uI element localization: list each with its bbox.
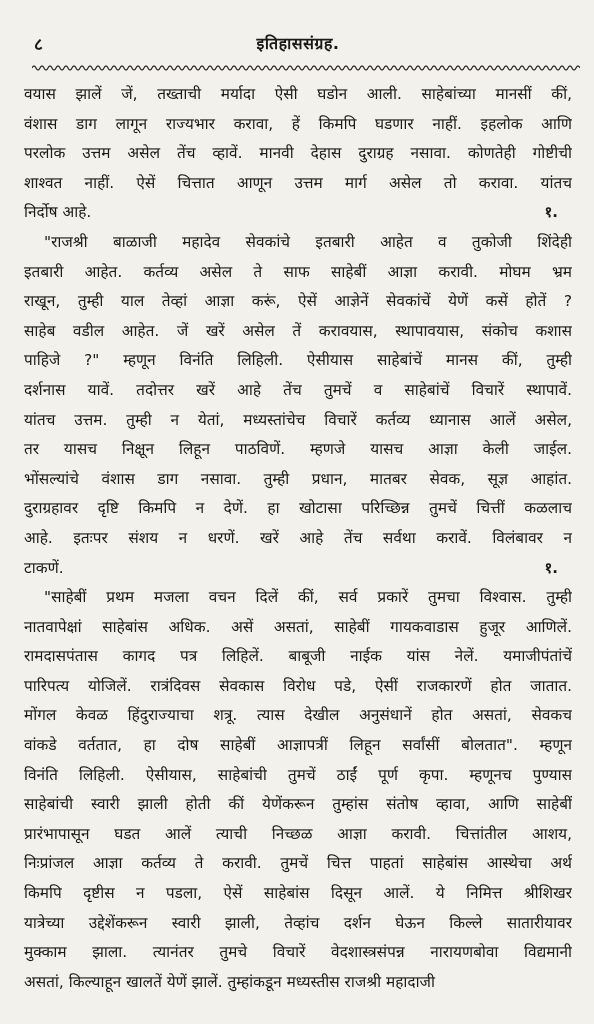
text-line: वांकडे वर्ततात, हा दोष साहेबीं आज्ञापत्रीं लिहून सर्वांसीं बोलतात". म्हणून xyxy=(24,736,572,755)
page-number: ८ xyxy=(34,35,43,55)
text-line: "साहेबीं प्रथम मजला वचन दिलें कीं, सर्व प्रकारें तुमचा विश्वास. तुम्ही xyxy=(44,588,572,607)
text-line: तर यासच निक्षून लिहून पाठविणें. म्हणजे यासच आज्ञा केली जाईल. xyxy=(24,440,572,459)
paragraph xyxy=(24,228,572,583)
text-line: पारिपत्य योजिलें. रात्रंदिवस सेवकास विरोध पडे, ऐसीं राजकारणें होत जातात. xyxy=(24,676,572,695)
text-line: किमपि दृष्टीस न पडला, ऐसें साहेबांस दिसून आलें. ये निमित्त श्रीशिखर xyxy=(24,884,572,903)
text-line: नातवापेक्षां साहेबांस अधिक. असें असतां, साहेबीं गायकवाडास हुजूर आणिलें. xyxy=(24,617,572,636)
text-line: टाकणें. १. xyxy=(24,554,572,584)
paragraph xyxy=(24,80,572,228)
text-line: पाहिजे ?" म्हणून विनंति लिहिली. ऐसीयास साहेबांचें मानस कीं, तुम्ही xyxy=(24,351,572,370)
text-line: परलोक उत्तम असेल तेंच व्हावें. मानवी देहास दुराग्रह नसावा. कोणतेही गोष्टीची xyxy=(24,144,572,163)
page-header xyxy=(24,30,572,60)
text-line: दर्शनास यावें. तदोत्तर खरें आहे तेंच तुमचें व साहेबांचें विचारें स्थापावें. xyxy=(24,380,572,399)
text-line: निर्दोष आहे. १. xyxy=(24,198,572,228)
text-line: मुक्काम झाला. त्यानंतर तुमचे विचारें वेदशास्त्रसंपन्न नारायणबोवा विद्यमानी xyxy=(24,943,572,962)
text-line: असतां, किल्याहून खालतें येणें झालें. तुम्हांकडून मध्यस्तीस राजश्री महादाजी xyxy=(24,972,435,991)
text-line: यात्रेच्या उद्देशेंकरून स्वारी झाली, तेव्हांच दर्शन घेऊन किल्ले सातारीयावर xyxy=(24,913,572,932)
text-line: "राजश्री बाळाजी महादेव सेवकांचे इतबारी आहेत व तुकोजी शिंदेही xyxy=(44,232,572,251)
text-line: वयास झालें जें, तख्ताची मर्यादा ऐसी घडोन आली. साहेबांच्या मानसीं कीं, xyxy=(24,85,572,103)
text-line: शाश्वत नाहीं. ऐसें चित्तात आणून उत्तम मार्ग असेल तो करावा. यांतच xyxy=(24,173,572,192)
text-line: दुराग्रहावर दृष्टि किमपि न देणें. हा खोटासा परिच्छिन्न तुमचें चित्तीं कळलाच xyxy=(24,499,572,518)
paragraph-marker: १. xyxy=(544,558,558,577)
text-line: भोंसल्यांचे वंशास डाग नसावा. तुम्ही प्रधान, मातबर सेवक, सूज्ञ आहांत. xyxy=(24,469,572,488)
text-line: साहेब वडील आहेत. जें खरें असेल तें करावयास, स्थापावयास, संकोच कशास xyxy=(24,321,572,340)
text-line: प्रारंभापासून घडत आलें त्याची निच्छळ आज्ञा करावी. चित्तांतील आशय, xyxy=(24,824,572,843)
text-line: इतबारी आहेत. कर्तव्य असेल ते साफ साहेबीं आज्ञा करावी. मोघम भ्रम xyxy=(24,262,572,281)
text-line: राखून, तुम्ही याल तेव्हां आज्ञा करूं, ऐसें आज्ञेनें सेवकांचें येणें कसें होतें ? xyxy=(24,292,572,311)
text-line: साहेबांची स्वारी झाली होती कीं येणेंकरून तुम्हांस संतोष व्हावा, आणि साहेबीं xyxy=(24,795,572,814)
wavy-header-rule xyxy=(32,64,580,72)
text-line: विनंति लिहिली. ऐसीयास, साहेबांची तुमचें ठाईं पूर्ण कृपा. म्हणूनच पुण्यास xyxy=(24,765,572,784)
text-line: रामदासपंतास कागद पत्र लिहिलें. बाबूजी नाईक यांस नेलें. यमाजीपंतांचें xyxy=(24,647,572,666)
text-line: मोंगल केवळ हिंदुराज्याचा शत्रू. त्यास देखील अनुसंधानें होत असतां, सेवकच xyxy=(24,706,572,725)
text-line: यांतच उत्तम. तुम्ही न येतां, मध्यस्तांचेच विचारें कर्तव्य ध्यानास आलें असेल, xyxy=(24,410,572,429)
text-line: निःप्रांजल आज्ञा कर्तव्य ते करावी. तुमचें चित्त पाहतां साहेबांस आस्थेचा अर्थ xyxy=(24,854,572,873)
text-line: वंशास डाग लागून राज्यभार करावा, हें किमपि घडणार नाहीं. इहलोक आणि xyxy=(24,114,572,133)
running-title: इतिहाससंग्रह. xyxy=(256,34,340,53)
paragraph-marker: १. xyxy=(544,203,558,222)
body-text xyxy=(24,80,572,997)
text-line: आहे. इतःपर संशय न धरणें. खरें आहे तेंच सर्वथा करावें. विलंबावर न xyxy=(24,528,572,547)
paragraph xyxy=(24,583,572,997)
